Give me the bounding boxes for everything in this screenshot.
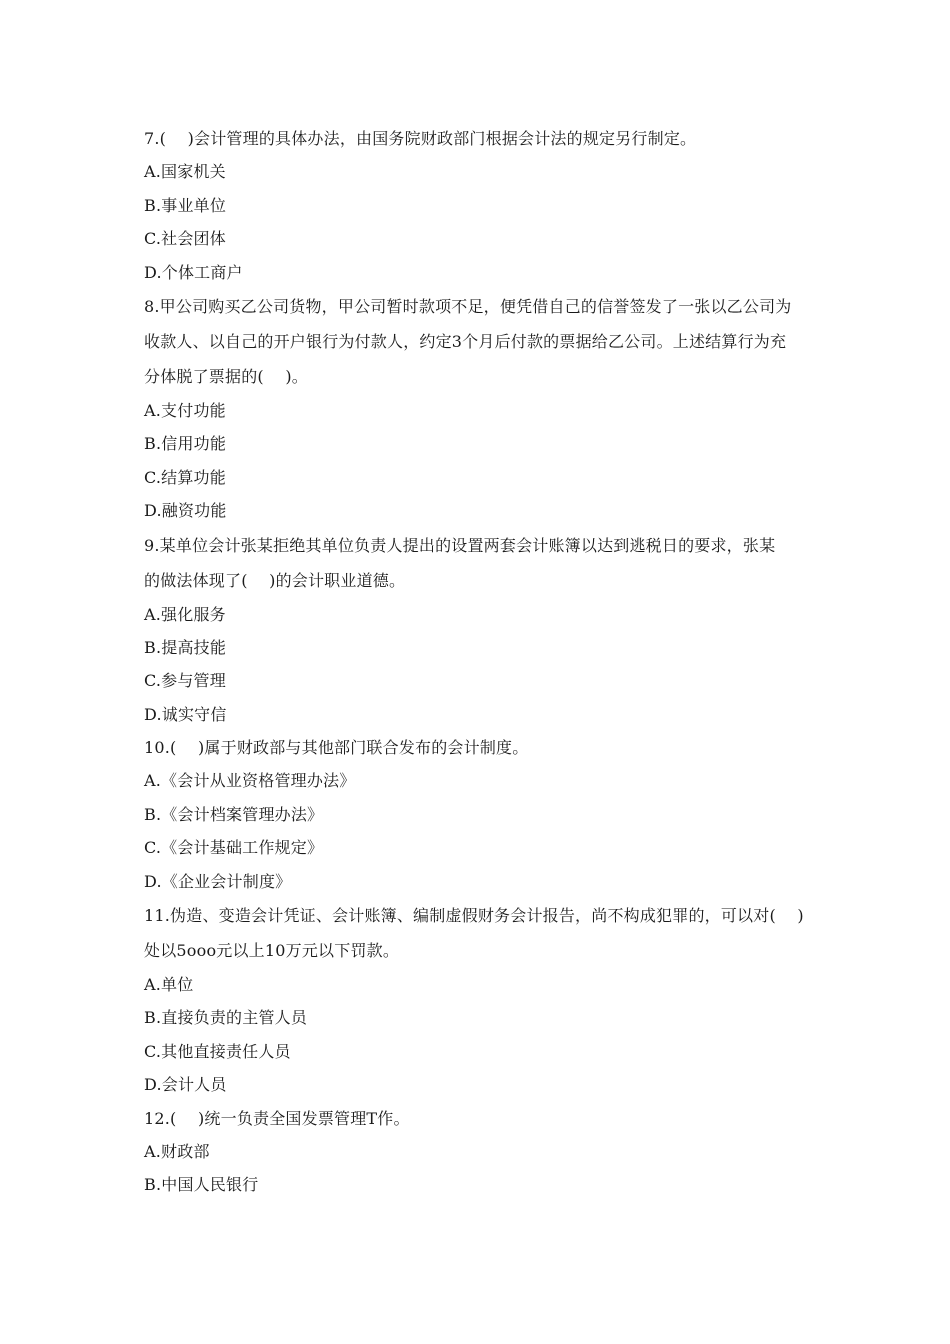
option-b: B.提高技能 <box>144 637 227 657</box>
question-9 <box>144 528 814 732</box>
option-d: D.诚实守信 <box>144 704 227 724</box>
question-stem: 收款人、以自己的开户银行为付款人，约定3个月后付款的票据给乙公司。上述结算行为充 <box>144 331 787 351</box>
question-11 <box>144 898 814 1102</box>
option-a: A.国家机关 <box>144 162 226 182</box>
question-7 <box>144 122 814 289</box>
question-stem: 分体脱了票据的( )。 <box>144 366 308 386</box>
question-stem: 10.( )属于财政部与其他部门联合发布的会计制度。 <box>144 738 529 758</box>
question-8 <box>144 289 814 528</box>
option-d: D.融资功能 <box>144 501 227 521</box>
option-a: A.《会计从业资格管理办法》 <box>144 771 356 791</box>
question-stem: 9.某单位会计张某拒绝其单位负责人提出的设置两套会计账簿以达到逃税日的要求，张某 <box>144 535 776 555</box>
question-stem: 8.甲公司购买乙公司货物，甲公司暂时款项不足，便凭借自己的信誉签发了一张以乙公司为 <box>144 296 792 316</box>
option-c: C.结算功能 <box>144 467 226 487</box>
option-b: B.信用功能 <box>144 434 227 454</box>
option-a: A.强化服务 <box>144 604 226 624</box>
option-c: C.《会计基础工作规定》 <box>144 838 324 858</box>
question-stem: 12.( )统一负责全国发票管理T作。 <box>144 1108 410 1128</box>
option-a: A.支付功能 <box>144 400 226 420</box>
option-c: C.参与管理 <box>144 671 226 691</box>
option-b: B.直接负责的主管人员 <box>144 1008 308 1028</box>
question-12 <box>144 1102 814 1202</box>
question-stem: 11.伪造、变造会计凭证、会计账簿、编制虚假财务会计报告，尚不构成犯罪的，可以对( ) <box>144 906 804 926</box>
question-10 <box>144 731 814 898</box>
question-stem: 的做法体现了( )的会计职业道德。 <box>144 570 406 590</box>
option-b: B.《会计档案管理办法》 <box>144 804 324 824</box>
option-b: B.中国人民银行 <box>144 1175 259 1195</box>
option-b: B.事业单位 <box>144 195 227 215</box>
document-page <box>144 122 814 1202</box>
option-a: A.单位 <box>144 975 194 995</box>
question-stem: 7.( )会计管理的具体办法，由国务院财政部门根据会计法的规定另行制定。 <box>144 129 697 148</box>
option-c: C.其他直接责任人员 <box>144 1041 291 1061</box>
option-c: C.社会团体 <box>144 229 226 249</box>
option-a: A.财政部 <box>144 1141 210 1161</box>
option-d: D.个体工商户 <box>144 262 243 282</box>
option-d: D.会计人员 <box>144 1075 227 1095</box>
question-stem: 处以5ooo元以上10万元以下罚款。 <box>144 941 400 961</box>
option-d: D.《企业会计制度》 <box>144 871 292 891</box>
